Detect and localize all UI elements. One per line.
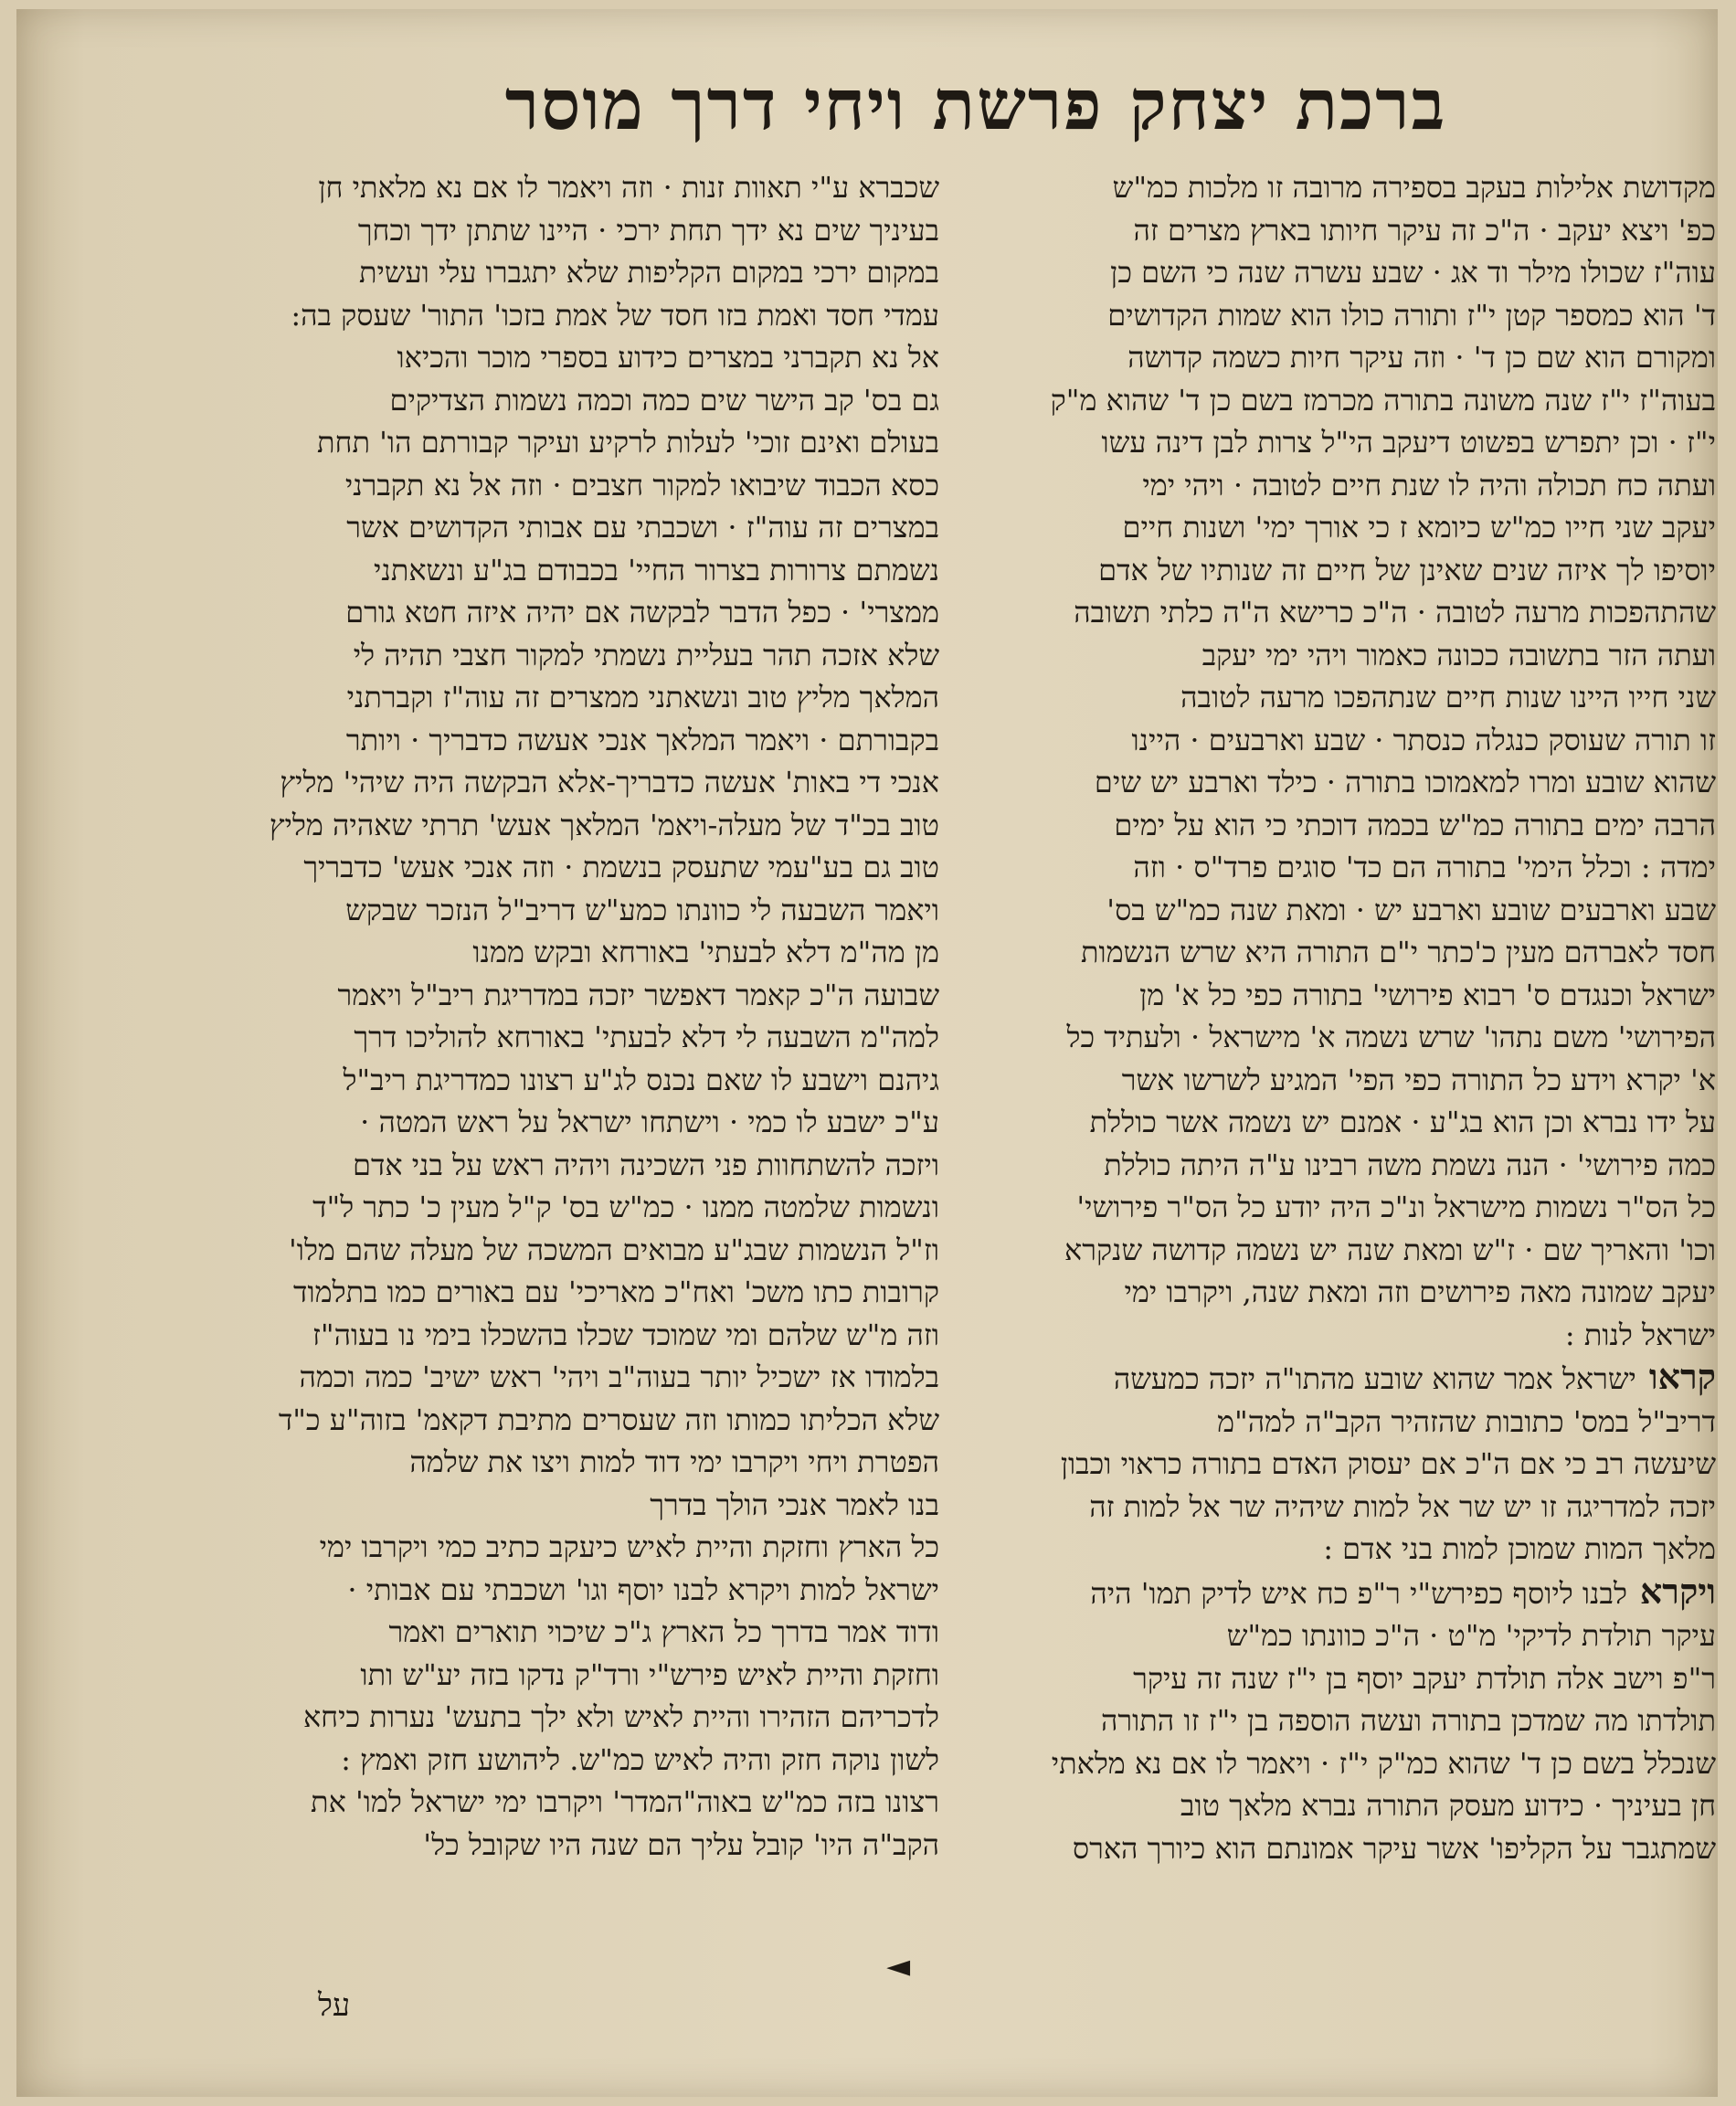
text-line: במקום ירכי במקום הקליפות שלא יתגברו עלי ועשית [359,255,939,290]
text-line: וז"ל הנשמות שבג"ע מבואים המשכה של מעלה שהם מלו' [288,1232,939,1267]
text-line: א' יקרא וידע כל התורה כפי הפי' המגיע לשרשו אשר [1121,1062,1716,1097]
left-text-column [153,166,939,1994]
text-line: יזכה למדריגה זו יש שר אל למות שיהיה שר אל למות זה [1089,1488,1716,1524]
text-line: שני חייו היינו שנות חיים שנתהפכו מרעה לטובה [1180,680,1716,714]
text-line: ויזכה להשתחוות פני השכינה ויהיה ראש על בני אדם [353,1147,939,1182]
text-line: שנכלל בשם כן ד' שהוא כמ"ק י"ז · ויאמר לו אם נא מלאתי [1051,1745,1716,1781]
text-line: למה"מ השבעה לי דלא לבעתי' באורחא להוליכו דרך [354,1020,939,1054]
text-line: גם בס' קב הישר שים כמה וכמה נשמות הצדיקים [389,382,939,418]
text-line: ד' הוא כמספר קטן י"ז ותורה כולו הוא שמות הקדושים [1107,297,1716,333]
book-page [16,9,1718,2097]
text-line: טוב גם בע"עמי שתעסק בנשמת · וזה אנכי אעש' כדבריך [303,850,939,884]
text-line: אנכי די באות' אעשה כדבריך-אלא הבקשה היה שיהי' מליץ [280,765,939,799]
text-line: המלאך מליץ טוב ונשאתני ממצרים זה עוה"ז וקברתני [346,680,939,714]
text-line: ודוד אמר בדרך כל הארץ ג"כ שיכוי תוארים ואמר [388,1614,939,1649]
text-line: חסד לאברהם מעין כ'כתר י"ם התורה היא שרש הנשמות [1080,935,1716,969]
text-line: חן בעיניך · כידוע מעסק התורה נברא מלאך טוב [1180,1788,1716,1823]
text-line: ומקורם הוא שם כן ד' · וזה עיקר חיות כשמה קדושה [1127,340,1716,375]
text-line: עוה"ז שכולו מילר וד אג · שבע עשרה שנה כי השם כן [1110,255,1716,290]
text-line: שבע וארבעים שובע וארבע יש · ומאת שנה כמ"ש בס' [1106,892,1716,927]
text-line: ונשמות שלמטה ממנו · כמ"ש בס' ק"ל מעין כ' כתר ל"ד [312,1190,939,1224]
text-line: כפ' ויצא יעקב · ה"כ זה עיקר חיותו בארץ מצרים זה [1133,212,1716,248]
text-line: טוב בכ"ד של מעלה-ויאמ' המלאך אעש' תרתי שאהיה מליץ [269,807,939,842]
text-line: וזה מ"ש שלהם ומי שמוכד שכלו בהשכלו בימי נו בעוה"ז [312,1317,939,1352]
text-line: ע"כ ישבע לו כמי · וישתחו ישראל על ראש המטה · [360,1105,939,1139]
section-lead-word: ויקרא [1639,1570,1716,1612]
text-line: בלמודו אז ישכיל יותר בעוה"ב ויהי' ראש ישיב' כמה וכמה [299,1360,939,1394]
text-line: גיהנם וישבע לו שאם נכנס לג"ע רצונו כמדריגת ריב"ל [343,1062,939,1097]
text-line: שהוא שובע ומרו למאמוכו בתורה · כילד וארבע יש שים [1094,765,1716,799]
text-line: רצונו בזה כמ"ש באוה"המדר' ויקרבו ימי ישראל למו' את [311,1784,939,1819]
text-line: הרבה ימים בתורה כמ"ש בכמה דוכתי כי הוא על ימים [1114,807,1716,842]
text-line: וכו' והאריך שם · ז"ש ומאת שנה יש נשמה קדושה שנקרא [1064,1232,1716,1267]
text-line: עמדי חסד ואמת בזו חסד של אמת בזכו' התור' שעסק בה: [291,297,939,333]
text-line: קרובות כתו משכ' ואח"כ מאריכי' עם באורים כמו בתלמוד [293,1275,939,1309]
text-line: בעוה"ז י"ז שנה משונה בתורה מכרמז בשם כן ד' שהוא מ"ק [1050,382,1716,418]
text-line: יעקב שני חייו כמ"ש כיומא ז כי אורך ימי' ושנות חיים [1122,510,1716,545]
text-line: כל הארץ וחזקת והיית לאיש כיעקב כתיב כמי ויקרבו ימי [319,1529,939,1564]
catchword: על [318,1987,351,2024]
text-line: ישראל אמר שהוא שובע מהתו"ה יזכה כמעשה [1113,1361,1636,1396]
text-line: ישראל לנות : [1564,1317,1716,1352]
right-text-column [930,166,1716,1994]
text-line: כל הס"ר נשמות מישראל ונ"כ היה יודע כל הס"ר פירושי' [1076,1190,1716,1224]
text-line: על ידו נברא וכן הוא בג"ע · אמנם יש נשמה אשר כוללת [1089,1105,1716,1139]
text-line: בקבורתם · ויאמר המלאך אנכי אעשה כדבריך · ויותר [345,722,939,757]
text-line: וחזקת והיית לאיש פירש"י ורד"ק נדקו בזה יע"ש ותו [360,1656,939,1692]
text-line: ישראל למות ויקרא לבנו יוסף וגו' ושכבתי עם אבותי · [347,1572,939,1607]
text-line: בעולם ואינם זוכי' לעלות לרקיע ועיקר קבורתם הו' תחת [316,425,939,460]
text-line: ויאמר השבעה לי כוונתו כמע"ש דריב"ל הנזכר שבקש [345,892,939,927]
text-line: שכברא ע"י תאוות זנות · וזה ויאמר לו אם נא מלאתי חן [318,170,939,205]
text-line: בנו לאמר אנכי הולך בדרך [650,1487,939,1522]
text-line: בעיניך שים נא ידך תחת ירכי · היינו שתתן ידך וכחך [357,212,939,248]
text-line: לשון נוקה חזק והיה לאיש כמ"ש. ליהושע חזק ואמץ : [341,1741,939,1777]
text-line: זו תורה שעוסק כנגלה כנסתר · שבע וארבעים · היינו [1131,722,1716,757]
text-line: מן מה"מ דלא לבעתי' באורחא ובקש ממנו [472,935,939,969]
text-line: ישראל וכנגדם ס' רבוא פירושי' בתורה כפי כל א' מן [1139,977,1716,1012]
text-line: מלאך המות שמוכן למות בני אדם : [1323,1531,1716,1566]
text-line: שלא הכליתו כמותו וזה שעסרים מתיבת דקאמ' בזוה"ע כ"ד [278,1402,939,1437]
text-line: הפטרת ויחי ויקרבו ימי דוד למות ויצו את שלמה [409,1445,939,1479]
page-header-title: ברכת יצחק פרשת ויחי דרך מוסר [504,64,1447,145]
text-line: שמתגבר על הקליפו' אשר עיקר אמונתם הוא כיורך הארס [1072,1830,1716,1866]
text-line: ר"פ וישב אלה תולדת יעקב יוסף בן י"ז שנה זה עיקר [1133,1660,1716,1696]
section-lead-line [930,1356,1716,1401]
text-line: שהתהפכות מרעה לטובה · ה"כ כרישא ה"ה כלתי תשובה [1074,595,1716,630]
text-line: נשמתם צרורות בצרור החיי' בכבודם בג"ע ונשאתני [374,552,939,587]
text-line: עיקר תולדת לדיקי' מ"ט · ה"כ כוונתו כמ"ש [1226,1618,1716,1653]
text-line: כסא הכבוד שיבואו למקור חצבים · וזה אל נא תקברני [344,467,939,503]
text-line: שיעשה רב כי אם ה"כ אם יעסוק האדם בתורה כראוי וכבון [1060,1446,1716,1481]
text-line: אל נא תקברני במצרים כידוע בספרי מוכר והכיאו [397,340,939,375]
text-line: תולדתו מה שמדכן בתורה ועשה הוספה בן י"ז זו התורה [1100,1703,1716,1738]
text-line: כמה פירושי' · הנה נשמת משה רבינו ע"ה היתה כוללת [1104,1147,1716,1182]
text-line: הפירושי' משם נתהו' שרש נשמה א' מישראל · ולעתיד כל [1066,1020,1716,1054]
pointing-hand-icon: ◄ [886,1948,911,1984]
text-line: ימדה : וכלל הימי' בתורה הם כד' סוגים פרד"ס · וזה [1133,850,1716,884]
text-line: ועתה הזר בתשובה ככונה כאמור ויהי ימי יעקב [1201,637,1716,672]
text-line: יוסיפו לך איזה שנים שאינן של חיים זה שנותיו של אדם [1098,552,1716,587]
text-line: י"ז · וכן יתפרש בפשוט דיעקב הי"ל צרות לבן דינה עשו [1101,425,1716,460]
section-lead-line [930,1571,1716,1615]
text-line: מקדושת אלילות בעקב בספירה מרובה זו מלכות כמ"ש [1112,170,1716,205]
text-line: דריב"ל במס' כתובות שהזהיר הקב"ה למה"מ [1217,1403,1716,1439]
text-line: שלא אזכה תהר בעליית נשמתי למקור חצבי תהיה לי [353,637,939,672]
text-line: ועתה כח תכולה והיה לו שנת חיים לטובה · ויהי ימי [1142,467,1716,503]
text-line: הקב"ה היו' קובל עליך הם שנה היו שקובל כל' [423,1826,939,1862]
text-line: לבנו ליוסף כפירש"י ר"פ כח איש לדיק תמו' היה [1090,1575,1627,1611]
text-line: ממצרי' · כפל הדבר לבקשה אם יהיה איזה חטא גורם [345,595,939,630]
text-line: לדכריהם הזהירו והיית לאיש ולא ילך בתעש' נערות כיחא [302,1699,939,1734]
text-line: שבועה ה"כ קאמר דאפשר יזכה במדריגת ריב"ל ויאמר [337,977,939,1012]
text-line: במצרים זה עוה"ז · ושכבתי עם אבותי הקדושים אשר [346,510,939,545]
text-line: יעקב שמונה מאה פירושים וזה ומאת שנה, ויקרבו ימי [1124,1275,1716,1309]
section-lead-word: קראו [1648,1356,1716,1397]
